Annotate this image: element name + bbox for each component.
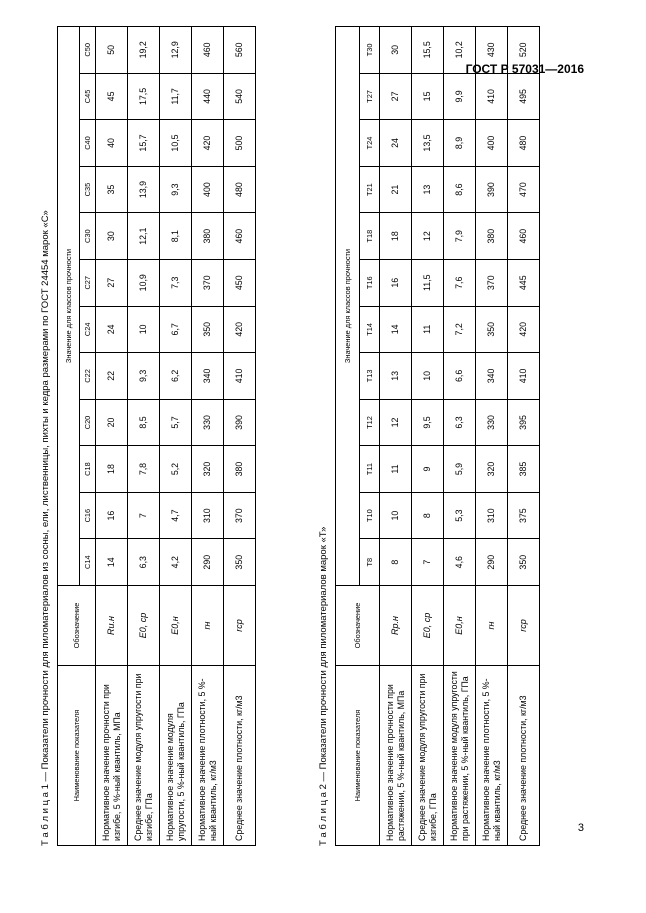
table-row	[128, 27, 160, 846]
table-cell: 450	[224, 259, 256, 306]
table-cell: 18	[380, 213, 412, 260]
table-cell: 11	[380, 446, 412, 493]
table-cell: 24	[380, 120, 412, 167]
table-cell: 8,6	[444, 166, 476, 213]
table-cell: 470	[508, 166, 540, 213]
table-cell: 13,9	[128, 166, 160, 213]
class-header: Т12	[360, 399, 380, 446]
class-header: Т13	[360, 353, 380, 400]
class-header: С20	[80, 399, 96, 446]
table-cell: 12,9	[160, 27, 192, 74]
table-cell: 420	[508, 306, 540, 353]
table-cell: 5,2	[160, 446, 192, 493]
table-cell: 27	[96, 259, 128, 306]
table-cell: 15,7	[128, 120, 160, 167]
class-header: Т27	[360, 73, 380, 120]
table-2-caption: Т а б л и ц а 2 — Показатели прочности для пиломатериалов марок «Т»	[318, 526, 329, 846]
table-cell: 7,8	[128, 446, 160, 493]
table-cell: 14	[380, 306, 412, 353]
table-cell: 420	[224, 306, 256, 353]
table-cell: 27	[380, 73, 412, 120]
table-cell: 370	[224, 492, 256, 539]
table-row	[380, 27, 412, 846]
row-symbol: rн	[192, 586, 224, 666]
row-label: Среднее значение модуля упругости при изгибе, ГПа	[128, 666, 160, 846]
table-cell: 310	[192, 492, 224, 539]
table-cell: 6,3	[444, 399, 476, 446]
table-cell: 6,2	[160, 353, 192, 400]
row-symbol: rср	[508, 586, 540, 666]
row-symbol: rср	[224, 586, 256, 666]
table-cell: 480	[508, 120, 540, 167]
class-header: Т8	[360, 539, 380, 586]
class-header: С30	[80, 213, 96, 260]
table-cell: 350	[224, 539, 256, 586]
class-header: С22	[80, 353, 96, 400]
table-cell: 15,5	[412, 27, 444, 74]
column-header-name: Наименование показателя	[336, 666, 380, 846]
table-cell: 21	[380, 166, 412, 213]
table-cell: 400	[192, 166, 224, 213]
table-cell: 390	[224, 399, 256, 446]
table-cell: 440	[192, 73, 224, 120]
table-cell: 8,1	[160, 213, 192, 260]
table-cell: 5,3	[444, 492, 476, 539]
table-cell: 310	[476, 492, 508, 539]
table-cell: 8,5	[128, 399, 160, 446]
table-cell: 10,9	[128, 259, 160, 306]
table-cell: 495	[508, 73, 540, 120]
table-cell: 16	[96, 492, 128, 539]
table-row	[476, 27, 508, 846]
table-cell: 6,7	[160, 306, 192, 353]
class-header: Т14	[360, 306, 380, 353]
page-number: 3	[577, 822, 584, 834]
table-row	[192, 27, 224, 846]
table-cell: 9	[412, 446, 444, 493]
class-header: С50	[80, 27, 96, 74]
table-cell: 7,2	[444, 306, 476, 353]
table-cell: 480	[224, 166, 256, 213]
table-cell: 380	[192, 213, 224, 260]
table-cell: 370	[476, 259, 508, 306]
table-cell: 430	[476, 27, 508, 74]
table-cell: 10	[128, 306, 160, 353]
row-label: Среднее значение модуля упругости при изгибе, ГПа	[412, 666, 444, 846]
table-cell: 460	[224, 213, 256, 260]
table-cell: 410	[508, 353, 540, 400]
column-group-header: Значение для классов прочности	[336, 27, 360, 586]
class-header: С35	[80, 166, 96, 213]
table-row	[224, 27, 256, 846]
table-cell: 40	[96, 120, 128, 167]
table-cell: 540	[224, 73, 256, 120]
document-code: ГОСТ Р 57031—2016	[465, 62, 584, 76]
table-cell: 420	[192, 120, 224, 167]
table-cell: 460	[192, 27, 224, 74]
row-label: Нормативное значение прочности при растяжении, 5 %-ный квантиль, МПа	[380, 666, 412, 846]
column-header-symbol: Обозначение	[336, 586, 380, 666]
table-cell: 35	[96, 166, 128, 213]
table-cell: 9,3	[128, 353, 160, 400]
row-symbol: rн	[476, 586, 508, 666]
table-1-block	[40, 26, 256, 846]
table-cell: 22	[96, 353, 128, 400]
table-cell: 13,5	[412, 120, 444, 167]
table-cell: 30	[96, 213, 128, 260]
table-cell: 460	[508, 213, 540, 260]
table-cell: 11,5	[412, 259, 444, 306]
table-cell: 10	[380, 492, 412, 539]
row-label: Нормативное значение плотности, 5 %-ный квантиль, кг/м3	[192, 666, 224, 846]
table-cell: 45	[96, 73, 128, 120]
table-1	[57, 26, 256, 846]
table-cell: 12,1	[128, 213, 160, 260]
table-cell: 410	[224, 353, 256, 400]
table-cell: 12	[380, 399, 412, 446]
class-header: Т30	[360, 27, 380, 74]
row-label: Среднее значение плотности, кг/м3	[508, 666, 540, 846]
table-cell: 7,3	[160, 259, 192, 306]
table-cell: 400	[476, 120, 508, 167]
table-row	[444, 27, 476, 846]
table-cell: 4,6	[444, 539, 476, 586]
row-label: Нормативное значение плотности, 5 %-ный квантиль, кг/м3	[476, 666, 508, 846]
class-header: С27	[80, 259, 96, 306]
table-cell: 9,9	[444, 73, 476, 120]
table-cell: 18	[96, 446, 128, 493]
row-symbol: Rи.н	[96, 586, 128, 666]
table-cell: 11	[412, 306, 444, 353]
column-group-header: Значение для классов прочности	[58, 27, 80, 586]
table-cell: 385	[508, 446, 540, 493]
table-cell: 15	[412, 73, 444, 120]
table-cell: 320	[476, 446, 508, 493]
table-cell: 17,5	[128, 73, 160, 120]
table-cell: 350	[476, 306, 508, 353]
table-cell: 380	[224, 446, 256, 493]
table-cell: 520	[508, 27, 540, 74]
class-header: С18	[80, 446, 96, 493]
table-cell: 390	[476, 166, 508, 213]
column-header-symbol: Обозначение	[58, 586, 96, 666]
class-header: Т18	[360, 213, 380, 260]
table-cell: 395	[508, 399, 540, 446]
class-header: Т11	[360, 446, 380, 493]
table-cell: 5,9	[444, 446, 476, 493]
class-header: С24	[80, 306, 96, 353]
table-cell: 7,6	[444, 259, 476, 306]
row-symbol: E0, ср	[412, 586, 444, 666]
table-cell: 10,5	[160, 120, 192, 167]
table-cell: 330	[192, 399, 224, 446]
table-cell: 8	[380, 539, 412, 586]
table-cell: 10,2	[444, 27, 476, 74]
table-cell: 11,7	[160, 73, 192, 120]
table-row	[508, 27, 540, 846]
table-cell: 500	[224, 120, 256, 167]
table-cell: 7,9	[444, 213, 476, 260]
table-cell: 9,5	[412, 399, 444, 446]
table-cell: 19,2	[128, 27, 160, 74]
class-header: С40	[80, 120, 96, 167]
table-cell: 350	[508, 539, 540, 586]
table-cell: 6,3	[128, 539, 160, 586]
table-1-caption: Т а б л и ц а 1 — Показатели прочности для пиломатериалов из сосны, ели, лиственницы, пихты и кедра размерами по ГОСТ 24454 марок «С»	[40, 210, 51, 846]
table-cell: 7	[128, 492, 160, 539]
table-cell: 350	[192, 306, 224, 353]
row-symbol: E0,н	[444, 586, 476, 666]
table-cell: 340	[192, 353, 224, 400]
table-cell: 340	[476, 353, 508, 400]
row-label: Нормативное значение прочности при изгибе, 5 %-ный квантиль, МПа	[96, 666, 128, 846]
table-cell: 8,9	[444, 120, 476, 167]
table-cell: 50	[96, 27, 128, 74]
table-cell: 30	[380, 27, 412, 74]
row-label: Нормативное значение модуля упругости, 5 %-ный квантиль, ГПа	[160, 666, 192, 846]
table-cell: 290	[476, 539, 508, 586]
table-cell: 445	[508, 259, 540, 306]
table-cell: 320	[192, 446, 224, 493]
table-row	[412, 27, 444, 846]
table-2-block	[318, 26, 540, 846]
class-header: Т21	[360, 166, 380, 213]
table-cell: 6,6	[444, 353, 476, 400]
table-cell: 4,7	[160, 492, 192, 539]
table-cell: 370	[192, 259, 224, 306]
table-row	[160, 27, 192, 846]
table-cell: 24	[96, 306, 128, 353]
class-header: Т10	[360, 492, 380, 539]
table-cell: 12	[412, 213, 444, 260]
table-cell: 13	[412, 166, 444, 213]
class-header: Т24	[360, 120, 380, 167]
table-cell: 14	[96, 539, 128, 586]
table-2	[335, 26, 540, 846]
table-cell: 4,2	[160, 539, 192, 586]
table-cell: 330	[476, 399, 508, 446]
table-cell: 20	[96, 399, 128, 446]
table-cell: 410	[476, 73, 508, 120]
table-cell: 10	[412, 353, 444, 400]
column-header-name: Наименование показателя	[58, 666, 96, 846]
table-row	[96, 27, 128, 846]
class-header: Т16	[360, 259, 380, 306]
table-cell: 13	[380, 353, 412, 400]
row-symbol: Rр.н	[380, 586, 412, 666]
row-symbol: E0,н	[160, 586, 192, 666]
class-header: С45	[80, 73, 96, 120]
class-header: С16	[80, 492, 96, 539]
table-cell: 375	[508, 492, 540, 539]
table-cell: 16	[380, 259, 412, 306]
table-cell: 9,3	[160, 166, 192, 213]
table-cell: 5,7	[160, 399, 192, 446]
class-header: С14	[80, 539, 96, 586]
table-cell: 560	[224, 27, 256, 74]
table-cell: 8	[412, 492, 444, 539]
table-cell: 380	[476, 213, 508, 260]
table-cell: 7	[412, 539, 444, 586]
table-cell: 290	[192, 539, 224, 586]
row-label: Среднее значение плотности, кг/м3	[224, 666, 256, 846]
row-symbol: E0, ср	[128, 586, 160, 666]
row-label: Нормативное значение модуля упругости при растяжении, 5 %-ный квантиль, ГПа	[444, 666, 476, 846]
